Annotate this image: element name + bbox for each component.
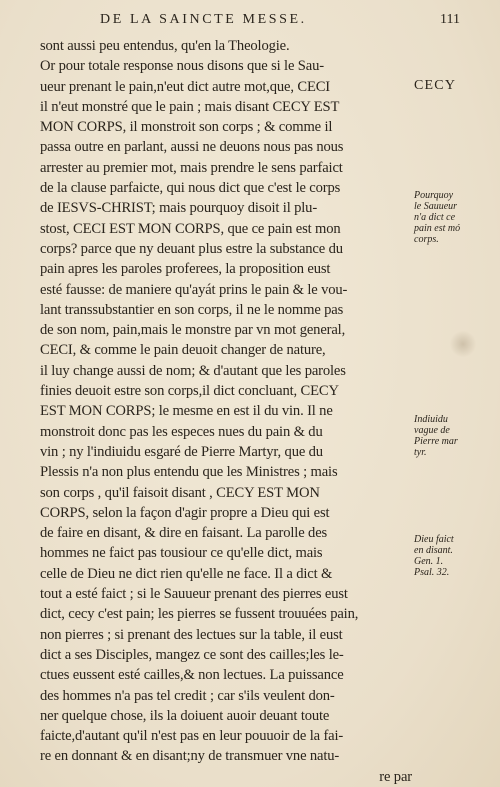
text-line: hommes ne faict pas tousiour ce qu'elle dict, mais [40,545,323,562]
text-line: sont aussi peu entendus, qu'en la Theologie. [40,38,290,54]
text-line: CECI, & comme le pain deuoit changer de nature, [40,342,326,359]
text-line: monstroit donc pas les especes nues du pain & du [40,423,323,440]
text-line: de son nom, pain,mais le monstre par vn mot general, [40,322,346,339]
page-number: 111 [440,12,460,27]
text-line: passa outre en parlant, aussi ne deuons nous pas nous [40,139,344,156]
text-line: finies deuoit estre son corps,il dict concluant, CECY [40,383,339,400]
margin-note-line: CECY [414,78,457,93]
text-line: stost, CECI EST MON CORPS, que ce pain est mon [40,220,341,237]
text-line: MON CORPS, il monstroit son corps ; & comme il [40,119,333,136]
text-line: re par [379,768,412,785]
text-line: non pierres ; si prenant des lectues sur la table, il eust [40,626,343,643]
text-line: il luy change aussi de nom; & d'autant que les paroles [40,362,346,379]
margin-note-line: pain est mó [414,223,461,234]
margin-note-line: Psal. 32. [414,567,450,578]
margin-note-line: n'a dict ce [414,212,456,223]
text-line: celle de Dieu ne dict rien qu'elle ne face. Il a dict & [40,565,333,582]
text-line: dict, cecy c'est pain; les pierres se fussent trouuées pain, [40,606,359,623]
text-line: ueur prenant le pain,n'eut dict autre mot,que, CECI [40,78,331,95]
text-line: de faire en disant, & dire en faisant. La parolle des [40,525,328,542]
paper-stain [450,330,476,358]
margin-note-line: le Sauueur [414,201,458,212]
text-line: son corps , qu'il faisoit disant , CECY EST MON [40,484,320,501]
margin-note [414,190,486,245]
page-header [40,12,460,34]
text-line: ner quelque chose, ils la doiuent auoir deuant toute [40,707,330,724]
running-title: DE LA SAINCTE MESSE. [100,12,307,27]
text-line: arrester au premier mot, mais prendre le sens parfaict [40,159,343,176]
margin-note [414,80,486,91]
margin-note-line: en disant. [414,545,453,556]
text-line: ctues eussent esté cailles,& non lectues. La puissance [40,667,344,684]
text-line: Plessis n'a non plus entendu que les Ministres ; mais [40,464,338,481]
text-line: Or pour totale response nous disons que si le Sau- [40,58,324,75]
margin-note-line: vague de [414,425,450,436]
margin-note-line: Pourquoy [414,190,454,201]
margin-note [414,414,486,458]
text-line: corps? parce que ny deuant plus estre la substance du [40,240,343,257]
margin-note-line: corps. [414,234,439,245]
margin-note-line: Indiuidu [414,414,448,425]
text-line: CORPS, selon la façon d'agir propre a Dieu qui est [40,504,330,521]
body-text [40,36,412,787]
text-line: de la clause parfaicte, qui nous dict que c'est le corps [40,180,341,197]
margin-note-line: tyr. [414,447,427,458]
text-line: pain apres les paroles proferees, la proposition eust [40,261,331,278]
margin-note-line: Gen. 1. [414,556,444,567]
text-line: faicte,d'autant qu'il n'est pas en leur pouuoir de la fai- [40,728,344,745]
text-line: lant transsubstantier en son corps, il ne le nomme pas [40,301,344,318]
text-line: il n'eut monstré que le pain ; mais disant CECY EST [40,98,340,115]
text-line: esté fausse: de maniere qu'ayát prins le pain & le vou- [40,281,348,298]
text-line: EST MON CORPS; le mesme en est il du vin. Il ne [40,403,333,420]
margin-note [414,534,486,578]
text-line: re en donnant & en disant;ny de transmuer vne natu- [40,748,340,765]
margin-note-line: Dieu faict [414,534,454,545]
text-line: tout a esté faict ; si le Sauueur prenant des pierres eust [40,586,348,603]
margin-note-line: Pierre mar [414,436,458,447]
text-line: vin ; ny l'indiuidu esgaré de Pierre Martyr, que du [40,443,323,460]
text-line: de IESVS-CHRIST; mais pourquoy disoit il plu- [40,200,318,217]
text-line: des hommes n'a pas tel credit ; car s'ils veulent don- [40,687,335,704]
text-line: dict a ses Disciples, mangez ce sont des cailles;les le- [40,646,344,663]
